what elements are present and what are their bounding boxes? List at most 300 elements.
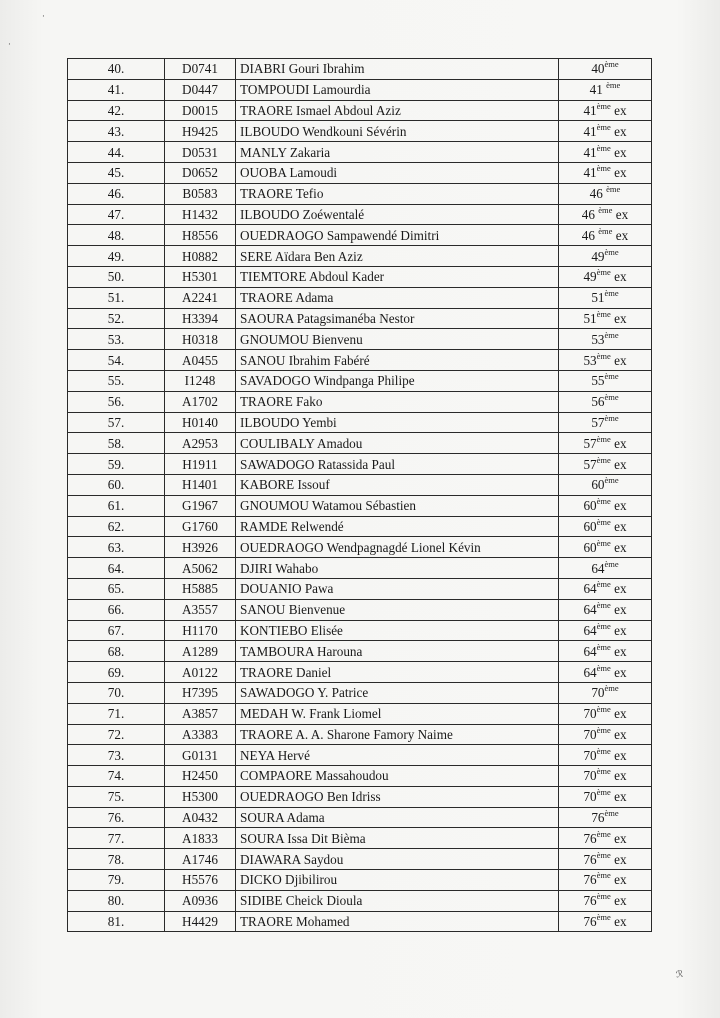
rank-suffix: ème bbox=[596, 163, 611, 174]
candidate-id: A3857 bbox=[165, 703, 236, 724]
table-row bbox=[68, 266, 652, 287]
ex-aequo-marker: ex bbox=[614, 435, 627, 451]
rank-suffix: ème bbox=[596, 579, 611, 590]
rank-suffix: ème bbox=[604, 683, 619, 694]
ex-aequo-marker: ex bbox=[614, 726, 627, 742]
candidate-id: H9425 bbox=[165, 121, 236, 142]
rank-value: 76 bbox=[583, 851, 597, 867]
rank-value: 60 bbox=[583, 498, 597, 514]
rank-cell bbox=[559, 121, 652, 142]
rank-cell bbox=[559, 870, 652, 891]
rank-value: 64 bbox=[583, 622, 597, 638]
rank-value: 70 bbox=[583, 747, 597, 763]
candidate-id: A1833 bbox=[165, 828, 236, 849]
rank-suffix: ème bbox=[596, 912, 611, 923]
row-number: 50. bbox=[68, 266, 165, 287]
table-row bbox=[68, 828, 652, 849]
rank-cell bbox=[559, 807, 652, 828]
rank-suffix: ème bbox=[596, 433, 611, 444]
row-number: 63. bbox=[68, 537, 165, 558]
table-row bbox=[68, 599, 652, 620]
rank-suffix: ème bbox=[596, 891, 611, 902]
rank-cell bbox=[559, 225, 652, 246]
rank-suffix: ème bbox=[596, 828, 611, 839]
rank-value: 64 bbox=[583, 664, 597, 680]
candidate-id: A5062 bbox=[165, 558, 236, 579]
row-number: 74. bbox=[68, 766, 165, 787]
rank-cell bbox=[559, 79, 652, 100]
ex-aequo-marker: ex bbox=[614, 706, 627, 722]
row-number: 79. bbox=[68, 870, 165, 891]
table-row bbox=[68, 724, 652, 745]
ex-aequo-marker: ex bbox=[614, 518, 627, 534]
rank-cell bbox=[559, 391, 652, 412]
row-number: 42. bbox=[68, 100, 165, 121]
table-row bbox=[68, 183, 652, 204]
row-number: 66. bbox=[68, 599, 165, 620]
rank-cell bbox=[559, 454, 652, 475]
rank-suffix: ème bbox=[596, 121, 611, 132]
candidate-id: A1289 bbox=[165, 641, 236, 662]
row-number: 75. bbox=[68, 786, 165, 807]
candidate-id: H3394 bbox=[165, 308, 236, 329]
table-row bbox=[68, 246, 652, 267]
candidate-id: H1432 bbox=[165, 204, 236, 225]
rank-cell bbox=[559, 890, 652, 911]
row-number: 41. bbox=[68, 79, 165, 100]
row-number: 44. bbox=[68, 142, 165, 163]
row-number: 46. bbox=[68, 183, 165, 204]
rank-cell bbox=[559, 578, 652, 599]
row-number: 81. bbox=[68, 911, 165, 932]
candidate-name: OUEDRAOGO Wendpagnagdé Lionel Kévin bbox=[236, 537, 559, 558]
rank-suffix: ème bbox=[606, 184, 621, 195]
rank-cell bbox=[559, 246, 652, 267]
candidate-id: D0741 bbox=[165, 59, 236, 80]
row-number: 70. bbox=[68, 682, 165, 703]
ex-aequo-marker: ex bbox=[614, 123, 627, 139]
table-row bbox=[68, 350, 652, 371]
rank-suffix: ème bbox=[604, 246, 619, 257]
table-row bbox=[68, 703, 652, 724]
rank-value: 76 bbox=[583, 914, 597, 930]
candidate-name: GNOUMOU Watamou Sébastien bbox=[236, 495, 559, 516]
row-number: 76. bbox=[68, 807, 165, 828]
candidate-name: TRAORE Mohamed bbox=[236, 911, 559, 932]
rank-cell bbox=[559, 786, 652, 807]
candidate-id: G1760 bbox=[165, 516, 236, 537]
candidate-id: D0531 bbox=[165, 142, 236, 163]
rank-cell bbox=[559, 142, 652, 163]
table-row bbox=[68, 433, 652, 454]
rank-suffix: ème bbox=[596, 516, 611, 527]
candidate-id: H1170 bbox=[165, 620, 236, 641]
ex-aequo-marker: ex bbox=[614, 622, 627, 638]
ex-aequo-marker: ex bbox=[614, 581, 627, 597]
candidate-name: DIAWARA Saydou bbox=[236, 849, 559, 870]
rank-cell bbox=[559, 350, 652, 371]
scan-speck: · bbox=[8, 40, 11, 50]
ex-aequo-marker: ex bbox=[614, 643, 627, 659]
rank-value: 64 bbox=[591, 560, 605, 576]
row-number: 53. bbox=[68, 329, 165, 350]
rank-cell bbox=[559, 204, 652, 225]
rank-suffix: ème bbox=[596, 724, 611, 735]
candidate-id: H7395 bbox=[165, 682, 236, 703]
table-row bbox=[68, 578, 652, 599]
ex-aequo-marker: ex bbox=[614, 352, 627, 368]
table-row bbox=[68, 204, 652, 225]
ex-aequo-marker: ex bbox=[614, 851, 627, 867]
row-number: 48. bbox=[68, 225, 165, 246]
row-number: 80. bbox=[68, 890, 165, 911]
rank-suffix: ème bbox=[604, 558, 619, 569]
row-number: 55. bbox=[68, 370, 165, 391]
candidate-name: TRAORE Fako bbox=[236, 391, 559, 412]
candidate-id: G1967 bbox=[165, 495, 236, 516]
candidate-name: SAVADOGO Windpanga Philipe bbox=[236, 370, 559, 391]
candidate-id: A0122 bbox=[165, 662, 236, 683]
ex-aequo-marker: ex bbox=[614, 498, 627, 514]
rank-cell bbox=[559, 162, 652, 183]
rank-value: 41 bbox=[583, 144, 597, 160]
candidate-name: SANOU Ibrahim Fabéré bbox=[236, 350, 559, 371]
table-row bbox=[68, 911, 652, 932]
candidate-name: TRAORE Tefio bbox=[236, 183, 559, 204]
candidate-name: DJIRI Wahabo bbox=[236, 558, 559, 579]
rank-suffix: ème bbox=[598, 225, 613, 236]
ex-aequo-marker: ex bbox=[614, 872, 627, 888]
rank-value: 53 bbox=[591, 331, 605, 347]
table-row bbox=[68, 79, 652, 100]
table-row bbox=[68, 870, 652, 891]
ex-aequo-marker: ex bbox=[614, 310, 627, 326]
ranking-table bbox=[67, 58, 652, 932]
row-number: 45. bbox=[68, 162, 165, 183]
candidate-name: DICKO Djibilirou bbox=[236, 870, 559, 891]
rank-cell bbox=[559, 766, 652, 787]
candidate-name: OUEDRAOGO Sampawendé Dimitri bbox=[236, 225, 559, 246]
candidate-name: TRAORE Adama bbox=[236, 287, 559, 308]
rank-value: 41 bbox=[583, 165, 597, 181]
rank-value: 57 bbox=[583, 435, 597, 451]
candidate-id: A1702 bbox=[165, 391, 236, 412]
candidate-id: A2953 bbox=[165, 433, 236, 454]
table-row bbox=[68, 849, 652, 870]
row-number: 68. bbox=[68, 641, 165, 662]
candidate-id: H1401 bbox=[165, 474, 236, 495]
row-number: 47. bbox=[68, 204, 165, 225]
rank-value: 51 bbox=[583, 310, 597, 326]
candidate-name: COMPAORE Massahoudou bbox=[236, 766, 559, 787]
rank-value: 49 bbox=[591, 248, 605, 264]
ex-aequo-marker: ex bbox=[614, 768, 627, 784]
scan-speck: · bbox=[42, 12, 45, 22]
rank-suffix: ème bbox=[604, 288, 619, 299]
row-number: 67. bbox=[68, 620, 165, 641]
rank-suffix: ème bbox=[604, 475, 619, 486]
ex-aequo-marker: ex bbox=[614, 747, 627, 763]
table-row bbox=[68, 162, 652, 183]
rank-value: 46 bbox=[589, 186, 607, 202]
candidate-id: A0936 bbox=[165, 890, 236, 911]
row-number: 58. bbox=[68, 433, 165, 454]
ex-aequo-marker: ex bbox=[614, 269, 627, 285]
rank-cell bbox=[559, 100, 652, 121]
candidate-name: NEYA Hervé bbox=[236, 745, 559, 766]
candidate-id: H2450 bbox=[165, 766, 236, 787]
rank-cell bbox=[559, 266, 652, 287]
rank-cell bbox=[559, 495, 652, 516]
rank-cell bbox=[559, 308, 652, 329]
table-row bbox=[68, 412, 652, 433]
rank-value: 51 bbox=[591, 290, 605, 306]
rank-cell bbox=[559, 745, 652, 766]
candidate-name: COULIBALY Amadou bbox=[236, 433, 559, 454]
rank-suffix: ème bbox=[596, 600, 611, 611]
rank-cell bbox=[559, 433, 652, 454]
table-row bbox=[68, 287, 652, 308]
table-row bbox=[68, 100, 652, 121]
candidate-name: OUOBA Lamoudi bbox=[236, 162, 559, 183]
candidate-id: G0131 bbox=[165, 745, 236, 766]
rank-cell bbox=[559, 724, 652, 745]
table-row bbox=[68, 662, 652, 683]
rank-suffix: ème bbox=[596, 662, 611, 673]
table-row bbox=[68, 454, 652, 475]
candidate-name: ILBOUDO Yembi bbox=[236, 412, 559, 433]
table-row bbox=[68, 370, 652, 391]
rank-value: 70 bbox=[583, 768, 597, 784]
table-row bbox=[68, 329, 652, 350]
row-number: 43. bbox=[68, 121, 165, 142]
candidate-name: DOUANIO Pawa bbox=[236, 578, 559, 599]
rank-suffix: ème bbox=[596, 870, 611, 881]
rank-suffix: ème bbox=[596, 350, 611, 361]
rank-value: 55 bbox=[591, 373, 605, 389]
rank-suffix: ème bbox=[596, 641, 611, 652]
rank-suffix: ème bbox=[596, 766, 611, 777]
rank-suffix: ème bbox=[596, 787, 611, 798]
row-number: 60. bbox=[68, 474, 165, 495]
rank-cell bbox=[559, 412, 652, 433]
table-row bbox=[68, 890, 652, 911]
row-number: 65. bbox=[68, 578, 165, 599]
rank-suffix: ème bbox=[604, 59, 619, 70]
ex-aequo-marker: ex bbox=[614, 664, 627, 680]
rank-value: 60 bbox=[583, 518, 597, 534]
rank-value: 64 bbox=[583, 643, 597, 659]
rank-value: 70 bbox=[583, 726, 597, 742]
row-number: 72. bbox=[68, 724, 165, 745]
candidate-name: OUEDRAOGO Ben Idriss bbox=[236, 786, 559, 807]
rank-cell bbox=[559, 537, 652, 558]
candidate-id: A2241 bbox=[165, 287, 236, 308]
candidate-name: SANOU Bienvenue bbox=[236, 599, 559, 620]
candidate-name: TAMBOURA Harouna bbox=[236, 641, 559, 662]
candidate-name: TRAORE Ismael Abdoul Aziz bbox=[236, 100, 559, 121]
ex-aequo-marker: ex bbox=[614, 602, 627, 618]
table-row bbox=[68, 682, 652, 703]
rank-suffix: ème bbox=[596, 620, 611, 631]
row-number: 77. bbox=[68, 828, 165, 849]
table-row bbox=[68, 516, 652, 537]
candidate-id: H5885 bbox=[165, 578, 236, 599]
candidate-id: H1911 bbox=[165, 454, 236, 475]
rank-suffix: ème bbox=[604, 412, 619, 423]
rank-value: 46 bbox=[581, 227, 599, 243]
candidate-id: A0432 bbox=[165, 807, 236, 828]
rank-value: 57 bbox=[583, 456, 597, 472]
candidate-id: H0140 bbox=[165, 412, 236, 433]
rank-value: 40 bbox=[591, 61, 605, 77]
ex-aequo-marker: ex bbox=[614, 893, 627, 909]
candidate-name: MEDAH W. Frank Liomel bbox=[236, 703, 559, 724]
rank-cell bbox=[559, 183, 652, 204]
rank-suffix: ème bbox=[596, 745, 611, 756]
candidate-id: H0318 bbox=[165, 329, 236, 350]
rank-value: 70 bbox=[591, 685, 605, 701]
initials-mark: ℛ bbox=[675, 969, 684, 981]
table-row bbox=[68, 391, 652, 412]
ex-aequo-marker: ex bbox=[614, 165, 627, 181]
candidate-name: SOURA Issa Dit Bièma bbox=[236, 828, 559, 849]
rank-suffix: ème bbox=[598, 204, 613, 215]
rank-suffix: ème bbox=[596, 454, 611, 465]
table-row bbox=[68, 121, 652, 142]
candidate-name: ILBOUDO Wendkouni Sévérin bbox=[236, 121, 559, 142]
candidate-name: KONTIEBO Elisée bbox=[236, 620, 559, 641]
ex-aequo-marker: ex bbox=[614, 830, 627, 846]
rank-cell bbox=[559, 558, 652, 579]
rank-value: 49 bbox=[583, 269, 597, 285]
table-row bbox=[68, 766, 652, 787]
rank-value: 41 bbox=[583, 102, 597, 118]
rank-cell bbox=[559, 641, 652, 662]
candidate-name: ILBOUDO Zoéwentalé bbox=[236, 204, 559, 225]
rank-value: 76 bbox=[583, 830, 597, 846]
table-row bbox=[68, 620, 652, 641]
candidate-id: D0652 bbox=[165, 162, 236, 183]
rank-cell bbox=[559, 849, 652, 870]
candidate-id: B0583 bbox=[165, 183, 236, 204]
rank-cell bbox=[559, 703, 652, 724]
candidate-name: SAOURA Patagsimanéba Nestor bbox=[236, 308, 559, 329]
row-number: 56. bbox=[68, 391, 165, 412]
row-number: 49. bbox=[68, 246, 165, 267]
rank-value: 57 bbox=[591, 414, 605, 430]
rank-cell bbox=[559, 329, 652, 350]
table-row bbox=[68, 495, 652, 516]
row-number: 69. bbox=[68, 662, 165, 683]
row-number: 71. bbox=[68, 703, 165, 724]
candidate-name: SAWADOGO Ratassida Paul bbox=[236, 454, 559, 475]
candidate-id: I1248 bbox=[165, 370, 236, 391]
candidate-id: H5576 bbox=[165, 870, 236, 891]
ex-aequo-marker: ex bbox=[614, 539, 627, 555]
ex-aequo-marker: ex bbox=[614, 789, 627, 805]
rank-value: 70 bbox=[583, 706, 597, 722]
table-row bbox=[68, 308, 652, 329]
rank-value: 76 bbox=[583, 893, 597, 909]
rank-value: 56 bbox=[591, 394, 605, 410]
rank-cell bbox=[559, 599, 652, 620]
candidate-id: H4429 bbox=[165, 911, 236, 932]
rank-value: 76 bbox=[583, 872, 597, 888]
rank-suffix: ème bbox=[596, 537, 611, 548]
row-number: 51. bbox=[68, 287, 165, 308]
table-row bbox=[68, 641, 652, 662]
candidate-id: A1746 bbox=[165, 849, 236, 870]
candidate-name: TRAORE Daniel bbox=[236, 662, 559, 683]
rank-suffix: ème bbox=[596, 308, 611, 319]
rank-suffix: ème bbox=[596, 496, 611, 507]
rank-cell bbox=[559, 662, 652, 683]
candidate-id: H0882 bbox=[165, 246, 236, 267]
ex-aequo-marker: ex bbox=[614, 102, 627, 118]
ex-aequo-marker: ex bbox=[615, 227, 629, 243]
rank-cell bbox=[559, 287, 652, 308]
candidate-id: D0015 bbox=[165, 100, 236, 121]
rank-suffix: ème bbox=[596, 267, 611, 278]
candidate-name: TIEMTORE Abdoul Kader bbox=[236, 266, 559, 287]
rank-value: 60 bbox=[583, 539, 597, 555]
ex-aequo-marker: ex bbox=[614, 144, 627, 160]
candidate-id: A3557 bbox=[165, 599, 236, 620]
row-number: 52. bbox=[68, 308, 165, 329]
candidate-name: MANLY Zakaria bbox=[236, 142, 559, 163]
rank-cell bbox=[559, 911, 652, 932]
rank-value: 64 bbox=[583, 602, 597, 618]
candidate-name: DIABRI Gouri Ibrahim bbox=[236, 59, 559, 80]
rank-suffix: ème bbox=[604, 371, 619, 382]
rank-value: 53 bbox=[583, 352, 597, 368]
ex-aequo-marker: ex bbox=[615, 206, 629, 222]
candidate-id: A0455 bbox=[165, 350, 236, 371]
row-number: 64. bbox=[68, 558, 165, 579]
ex-aequo-marker: ex bbox=[614, 914, 627, 930]
table-row bbox=[68, 745, 652, 766]
rank-suffix: ème bbox=[604, 392, 619, 403]
row-number: 73. bbox=[68, 745, 165, 766]
rank-suffix: ème bbox=[596, 142, 611, 153]
rank-cell bbox=[559, 59, 652, 80]
row-number: 54. bbox=[68, 350, 165, 371]
table-row bbox=[68, 142, 652, 163]
rank-value: 41 bbox=[589, 82, 607, 98]
candidate-name: TOMPOUDI Lamourdia bbox=[236, 79, 559, 100]
candidate-name: RAMDE Relwendé bbox=[236, 516, 559, 537]
candidate-id: H5301 bbox=[165, 266, 236, 287]
row-number: 62. bbox=[68, 516, 165, 537]
rank-value: 76 bbox=[591, 810, 605, 826]
rank-value: 64 bbox=[583, 581, 597, 597]
rank-suffix: ème bbox=[596, 100, 611, 111]
table-row bbox=[68, 225, 652, 246]
row-number: 57. bbox=[68, 412, 165, 433]
candidate-id: D0447 bbox=[165, 79, 236, 100]
rank-suffix: ème bbox=[596, 849, 611, 860]
candidate-id: H8556 bbox=[165, 225, 236, 246]
rank-suffix: ème bbox=[604, 808, 619, 819]
table-row bbox=[68, 807, 652, 828]
table-row bbox=[68, 59, 652, 80]
candidate-name: TRAORE A. A. Sharone Famory Naime bbox=[236, 724, 559, 745]
rank-suffix: ème bbox=[596, 704, 611, 715]
table-row bbox=[68, 786, 652, 807]
candidate-name: SAWADOGO Y. Patrice bbox=[236, 682, 559, 703]
candidate-id: A3383 bbox=[165, 724, 236, 745]
